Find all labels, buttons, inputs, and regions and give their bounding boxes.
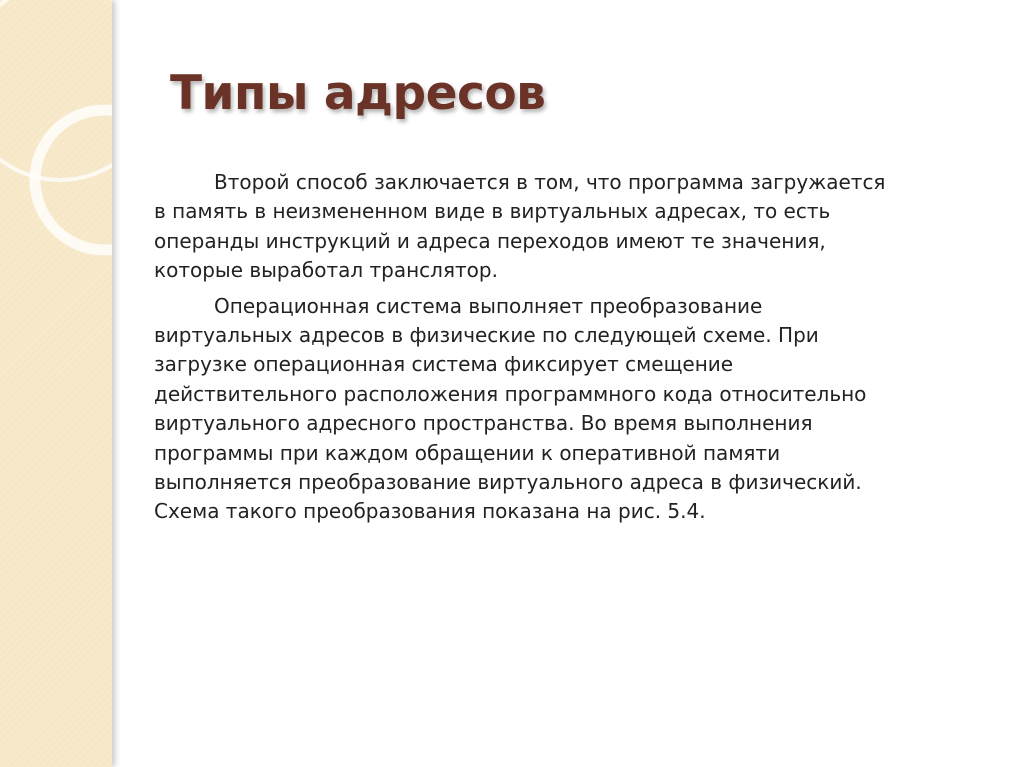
paragraph-2-line-8: Схема такого преобразования показана на рис. 5.4. <box>154 499 706 524</box>
paragraph-2-line-7: выполняется преобразование виртуального адреса в физический. <box>154 470 862 495</box>
paragraph-1-line-2: в память в неизмененном виде в виртуальных адресах, то есть <box>154 199 831 224</box>
slide-title: Типы адресов <box>170 66 546 121</box>
paragraph-2-line-6: программы при каждом обращении к оперативной памяти <box>154 440 781 465</box>
paragraph-2-line-2: виртуальных адресов в физические по следующей схеме. При <box>154 323 819 348</box>
paragraph-2-line-1: Операционная система выполняет преобразование <box>214 293 763 318</box>
paragraph-1-line-1: Второй способ заключается в том, что программа загружается <box>214 170 886 194</box>
decorative-ring-large <box>0 0 112 180</box>
paragraph-2-line-3: загрузке операционная система фиксирует смещение <box>154 352 734 377</box>
paragraph-1-line-4: которые выработал транслятор. <box>154 258 498 283</box>
paragraph-2-line-4: действительного расположения программного кода относительно <box>154 381 867 406</box>
paragraph-1-line-3: операнды инструкций и адреса переходов имеют те значения, <box>154 228 826 253</box>
paragraph-2 <box>154 292 974 527</box>
paragraph-2-line-5: виртуального адресного пространства. Во время выполнения <box>154 411 813 436</box>
decorative-rings <box>0 0 112 767</box>
slide-body <box>154 168 974 533</box>
paragraph-1 <box>154 168 974 286</box>
